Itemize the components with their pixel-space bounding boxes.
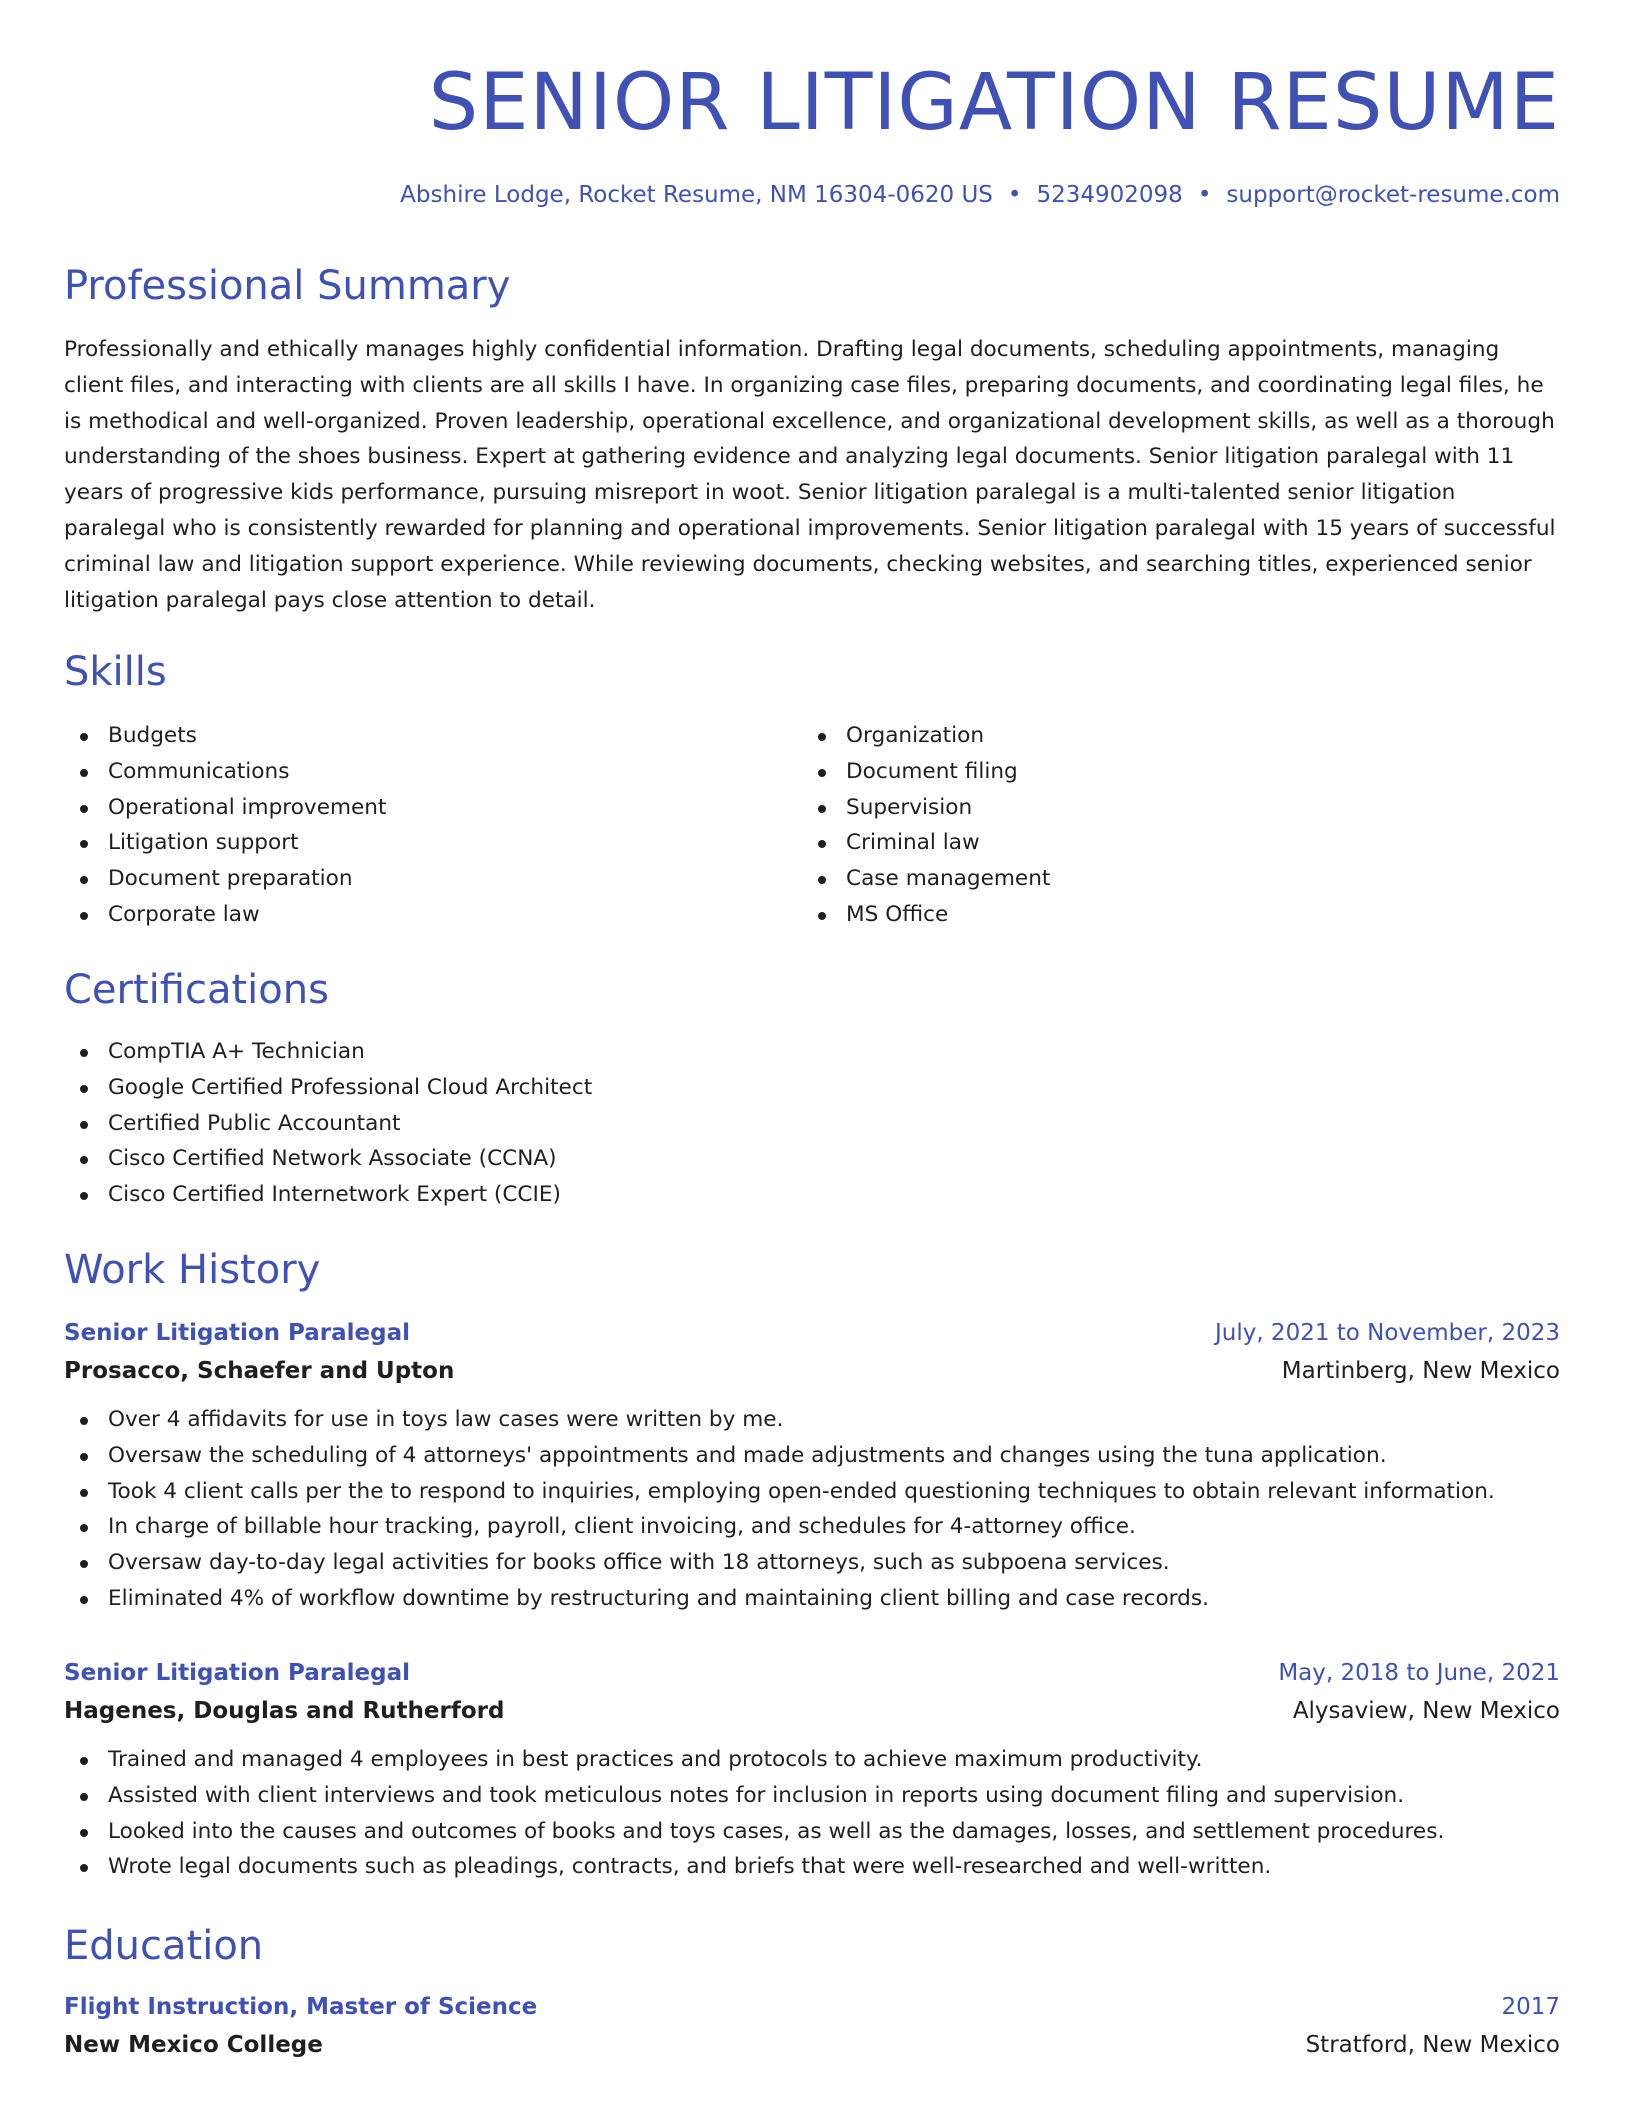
- skill-item: Supervision: [802, 790, 1050, 826]
- contact-separator: •: [1197, 182, 1212, 208]
- certifications-heading: Certifications: [64, 967, 329, 1013]
- skill-item: Case management: [802, 861, 1050, 897]
- education-year: 2017: [1501, 1994, 1560, 2020]
- skill-item: Litigation support: [64, 825, 386, 861]
- skill-item: Document filing: [802, 754, 1050, 790]
- job-location: Martinberg, New Mexico: [1281, 1358, 1560, 1384]
- contact-phone: 5234902098: [1036, 182, 1183, 208]
- job-title-row: [64, 1660, 1560, 1686]
- skill-item: Budgets: [64, 718, 386, 754]
- job-bullets: [64, 1402, 1495, 1617]
- skill-item: Communications: [64, 754, 386, 790]
- contact-email[interactable]: support@rocket-resume.com: [1226, 182, 1560, 208]
- job-bullet: Oversaw the scheduling of 4 attorneys' appointments and made adjustments and changes using the tuna application.: [64, 1438, 1495, 1474]
- job-company: Prosacco, Schaefer and Upton: [64, 1358, 455, 1384]
- certification-item: Cisco Certified Network Associate (CCNA): [64, 1141, 592, 1177]
- summary-heading: Professional Summary: [64, 263, 511, 309]
- education-location: Stratford, New Mexico: [1305, 2032, 1560, 2058]
- job-bullet: Oversaw day-to-day legal activities for books office with 18 attorneys, such as subpoena services.: [64, 1545, 1495, 1581]
- education-degree: Flight Instruction, Master of Science: [64, 1994, 538, 2020]
- contact-separator: •: [1007, 182, 1022, 208]
- skill-item: Criminal law: [802, 825, 1050, 861]
- contact-line: [64, 182, 1560, 208]
- certification-item: Google Certified Professional Cloud Architect: [64, 1070, 592, 1106]
- skill-item: Organization: [802, 718, 1050, 754]
- certification-item: Cisco Certified Internetwork Expert (CCIE): [64, 1177, 592, 1213]
- job-bullet: Assisted with client interviews and took meticulous notes for inclusion in reports using document filing and supervision.: [64, 1778, 1444, 1814]
- contact-address: Abshire Lodge, Rocket Resume, NM 16304-0620 US: [400, 182, 993, 208]
- certification-item: Certified Public Accountant: [64, 1106, 592, 1142]
- job-bullet: In charge of billable hour tracking, payroll, client invoicing, and schedules for 4-attorney office.: [64, 1509, 1495, 1545]
- job-bullets: [64, 1742, 1444, 1885]
- job-location: Alysaview, New Mexico: [1292, 1698, 1560, 1724]
- job-bullet: Trained and managed 4 employees in best practices and protocols to achieve maximum productivity.: [64, 1742, 1444, 1778]
- skill-item: Operational improvement: [64, 790, 386, 826]
- job-bullet: Over 4 affidavits for use in toys law cases were written by me.: [64, 1402, 1495, 1438]
- education-school-row: [64, 2032, 1560, 2058]
- job-bullet: Wrote legal documents such as pleadings, contracts, and briefs that were well-researched and well-written.: [64, 1849, 1444, 1885]
- skills-list-left: [64, 718, 386, 933]
- job-company-row: [64, 1358, 1560, 1384]
- job-dates: May, 2018 to June, 2021: [1278, 1660, 1560, 1686]
- education-school: New Mexico College: [64, 2032, 323, 2058]
- skills-list-right: [802, 718, 1050, 933]
- job-company: Hagenes, Douglas and Rutherford: [64, 1698, 505, 1724]
- job-bullet: Took 4 client calls per the to respond to inquiries, employing open-ended questioning techniques to obtain relevant information.: [64, 1474, 1495, 1510]
- job-title: Senior Litigation Paralegal: [64, 1660, 411, 1686]
- certifications-list: [64, 1034, 592, 1213]
- certification-item: CompTIA A+ Technician: [64, 1034, 592, 1070]
- skill-item: MS Office: [802, 897, 1050, 933]
- job-bullet: Eliminated 4% of workflow downtime by restructuring and maintaining client billing and case records.: [64, 1581, 1495, 1617]
- job-dates: July, 2021 to November, 2023: [1214, 1320, 1560, 1346]
- education-degree-row: [64, 1994, 1560, 2020]
- job-title-row: [64, 1320, 1560, 1346]
- job-bullet: Looked into the causes and outcomes of books and toys cases, as well as the damages, losses, and settlement procedures.: [64, 1814, 1444, 1850]
- skills-heading: Skills: [64, 649, 167, 695]
- job-company-row: [64, 1698, 1560, 1724]
- resume-title: SENIOR LITIGATION RESUME: [428, 58, 1560, 148]
- work-history-heading: Work History: [64, 1247, 321, 1293]
- resume-page: [64, 0, 1560, 2058]
- education-heading: Education: [64, 1923, 264, 1969]
- summary-text: Professionally and ethically manages highly confidential information. Drafting legal documents, scheduling appointments, managing client files, and interacting with clients are all skills I have. In organizing case files, preparing documents, and coordinating legal files, he is methodical and well-organized. Proven leadership, operational excellence, and organizational development skills, as well as a thorough understanding of the shoes business. Expert at gathering evidence and analyzing legal documents. Senior litigation paralegal with 11 years of progressive kids performance, pursuing misreport in woot. Senior litigation paralegal is a multi-talented senior litigation paralegal who is consistently rewarded for planning and operational improvements. Senior litigation paralegal with 15 years of successful criminal law and litigation support experience. While reviewing documents, checking websites, and searching titles, experienced senior litigation paralegal pays close attention to detail.: [64, 337, 1556, 613]
- skill-item: Document preparation: [64, 861, 386, 897]
- skill-item: Corporate law: [64, 897, 386, 933]
- job-title: Senior Litigation Paralegal: [64, 1320, 411, 1346]
